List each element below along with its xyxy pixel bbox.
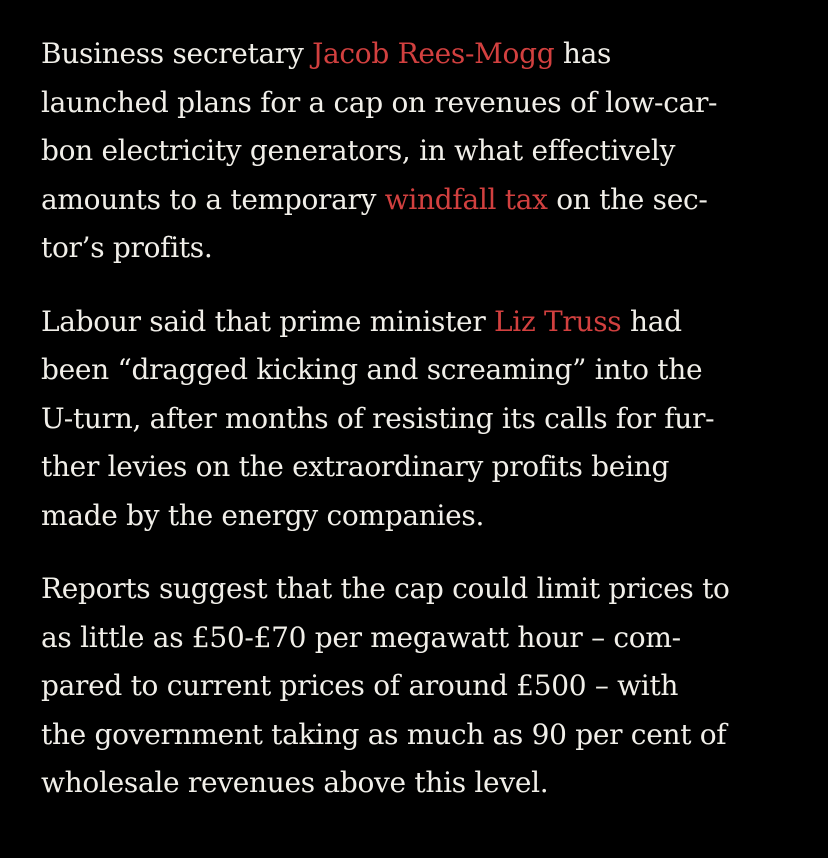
text-segment: made by the energy companies. [41,498,485,532]
inline-link[interactable]: Jacob Rees-Mogg [312,37,555,70]
text-line [41,492,786,541]
text-segment: wholesale revenues above this level. [41,766,549,799]
text-segment: had [621,304,682,338]
text-segment: as little as £50-£70 per megawatt hour – com- [41,620,681,654]
text-segment: amounts to a temporary [41,182,385,216]
text-segment: the government taking as much as 90 per cent of [41,717,727,751]
text-segment: ther levies on the extraordinary profits being [41,450,670,483]
text-segment: launched plans for a cap on revenues of low-car- [41,85,718,119]
text-segment: tor’s profits. [41,231,213,264]
text-line [41,30,786,79]
text-line [41,759,786,808]
text-line [41,614,786,663]
inline-link[interactable]: Liz Truss [494,304,622,338]
article-paragraph [41,30,786,273]
text-line [41,711,786,760]
text-segment: Labour said that prime minister [41,304,495,338]
text-line [41,395,786,444]
text-segment: Business secretary [41,37,313,70]
text-segment: has [554,37,612,70]
text-segment: Reports suggest that the cap could limit prices to [41,572,730,605]
text-segment: pared to current prices of around £500 – with [41,669,679,702]
text-segment: been “dragged kicking and screaming” into the [41,353,703,386]
text-line [41,79,786,128]
text-line [41,346,786,395]
text-segment: bon electricity generators, in what effectively [41,134,676,167]
inline-link[interactable]: windfall tax [384,182,548,216]
text-line [41,127,786,176]
text-line [41,565,786,614]
article-paragraph [41,298,786,541]
text-line [41,176,786,225]
article-body [41,30,786,833]
text-segment: on the sec- [547,182,708,216]
text-line [41,298,786,347]
text-line [41,443,786,492]
text-segment: U-turn, after months of resisting its calls for fur- [41,401,715,435]
text-line [41,662,786,711]
text-line [41,224,786,273]
article-paragraph [41,565,786,808]
